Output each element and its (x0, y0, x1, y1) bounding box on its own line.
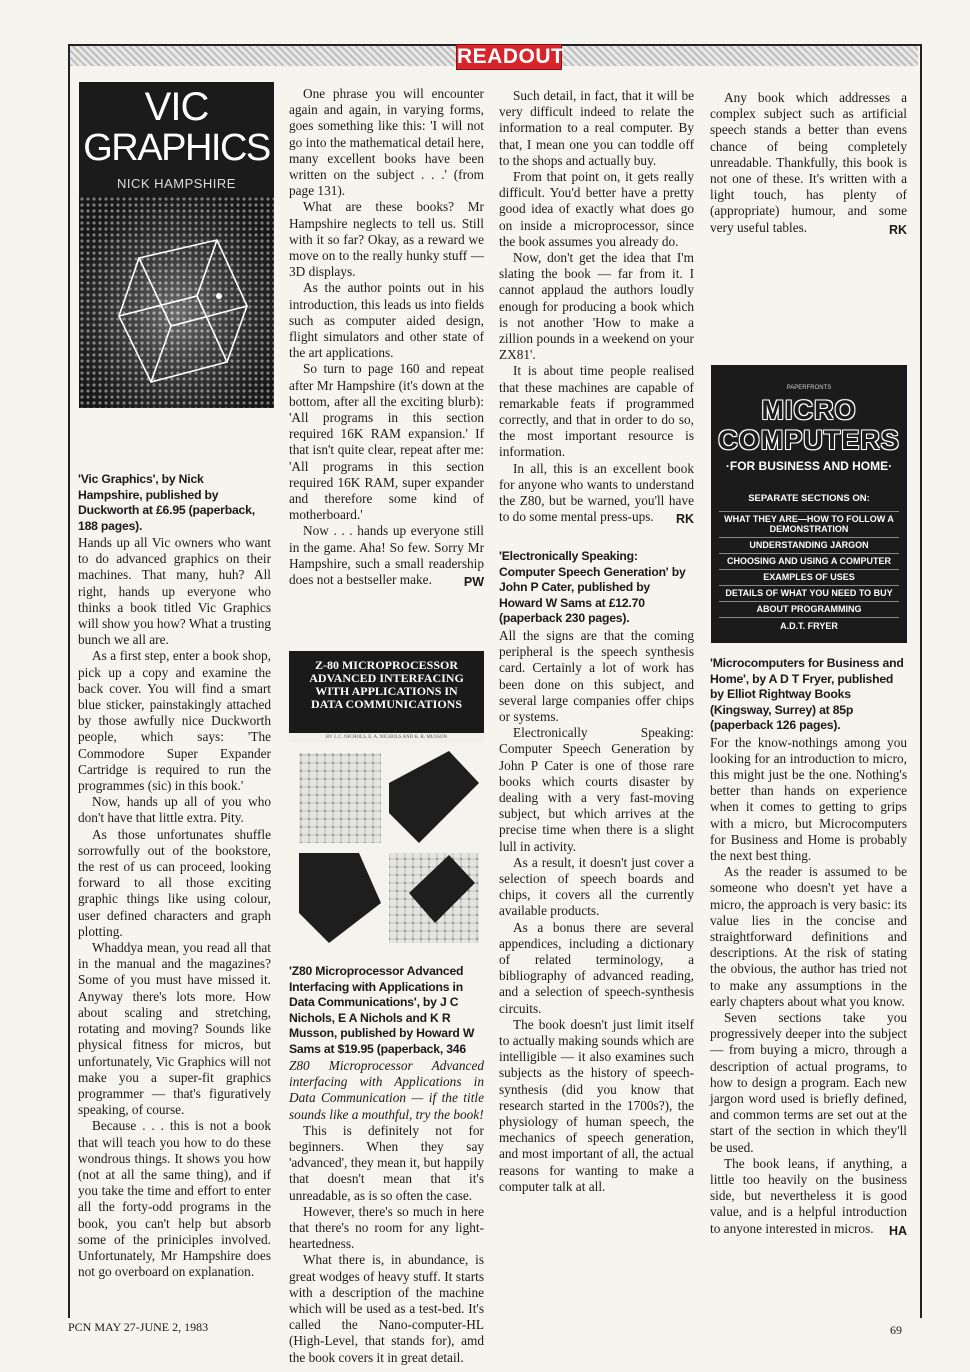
micro-review-paragraph: For the know-nothings among you looking for an introduction to micro, this might just be the one. Nothing's better than hands on experience when it comes to getting to grips with a micro, but Microcomputers for Business and Home is probably the next best thing. (710, 734, 907, 863)
vic-review-caption: 'Vic Graphics', by Nick Hampshire, published by Duckworth at £6.95 (paperback, 188 pages). (78, 472, 255, 533)
z80-review-initials: RK (675, 512, 694, 527)
column-4-lower (710, 656, 907, 1237)
vic-review-paragraph: Now, hands up all of you who don't have that little extra. Pity. (78, 794, 271, 826)
micro-cover-section-item: EXAMPLES OF USES (719, 569, 899, 585)
z80-cover-title-line: WITH APPLICATIONS IN (315, 684, 458, 698)
micro-cover-section-item: UNDERSTANDING JARGON (719, 537, 899, 553)
footer-issue: PCN MAY 27-JUNE 2, 1983 (68, 1320, 209, 1334)
micro-cover-section-item: CHOOSING AND USING A COMPUTER (719, 553, 899, 569)
vic-review-paragraph: Because . . . this is not a book that will teach you how to do these wondrous things. It shows you how (not at all the same thing), and if you take the time and effort to enter all the forty-odd programs in the book, you can't help but absorb some of the priniciples involved. Unfortunately, Mr Hampshire does not go overboard on explanation. (78, 1118, 271, 1280)
z80-review-paragraph: However, there's so much in here that there's no room for any light-heartedness. (289, 1203, 484, 1252)
micro-cover-sections-heading: SEPARATE SECTIONS ON: (748, 493, 870, 504)
micro-cover-subtitle: ·FOR BUSINESS AND HOME· (725, 459, 893, 473)
micro-review-paragraph: Seven sections take you progressively deeper into the subject — from buying a micro, through a description of actual programs, to how to design a program. Each new jargon word used is briefly defined, and common terms are set out at the start of the section in which they'll be used. (710, 1009, 907, 1155)
section-label: READOUT (457, 45, 565, 68)
vic-cover-author: NICK HAMPSHIRE (117, 176, 236, 191)
speech-review-initials: RK (888, 222, 907, 237)
microcomputers-cover (711, 365, 907, 643)
micro-cover-author: A.D.T. FRYER (719, 617, 899, 631)
wireframe-cube-illustration (79, 196, 274, 408)
vic-review-paragraph: Now . . . hands up everyone still in the game. Aha! So few. Sorry Mr Hampshire, such a small readership does not a bestseller make. (289, 523, 484, 588)
vic-review-paragraph: As a first step, enter a book shop, pick up a copy and examine the back cover. You will find a smart blue sticker, painstakingly attached by those awfully nice Duckworth people, which says: 'The Commodore Super Expander Cartridge is required to run the programmes (sic) in this book.' (78, 648, 271, 794)
z80-review-caption: 'Z80 Microprocessor Advanced Interfacing with Applications in Data Communications', by J C Nichols, E A Nichols and K R Musson, published by Howard W Sams at $19.95 (paperback, 346 (289, 964, 475, 1056)
micro-cover-section-item: WHAT THEY ARE—HOW TO FOLLOW A DEMONSTRATION (719, 511, 899, 537)
micro-cover-title-line1: MICRO (761, 395, 857, 425)
vic-review-paragraph: Whaddya mean, you read all that in the manual and the magazines? Some of you must have missed it. Anyway there's lots more. How about scaling and stretching, rotating and moving? Sounds like physical fitness for micros, but unfortunately, Vic Graphics will not make you a super-fit graphics programmer — that's figuratively speaking, of course. (78, 940, 271, 1118)
column-2 (289, 86, 484, 588)
speech-review-paragraph: Electronically Speaking: Computer Speech Generation by John P Cater is one of those rare books which courts disaster by dealing with a very fast-moving subject, but which arrives at the precise time when there is a slight lull in activity. (499, 725, 694, 854)
micro-cover-title-line2: COMPUTERS (718, 425, 900, 455)
micro-review-caption: 'Microcomputers for Business and Home', by A D T Fryer, published by Elliot Rightway Books (Kingsway, Surrey) at 85p (paperback 126 pages). (710, 656, 904, 732)
vic-cover-title-line1: VIC (144, 85, 209, 129)
speech-review-caption: 'Electronically Speaking: Computer Speech Generation' by John P Cater, published by Howard W Sams at £12.70 (paperback 230 pages). (499, 549, 686, 626)
vic-review-paragraph: As those unfortunates shuffle sorrowfully out of the bookstore, the rest of us can proceed, looking forward to all those exciting graphic things like using colour, user defined characters and graph plotting. (78, 826, 271, 939)
z80-review-paragraph: Such detail, in fact, that it will be very difficult indeed to relate the information to a real computer. By that, I mean one you can toddle off to the shops and actually buy. (499, 88, 694, 168)
z80-cover (289, 651, 484, 953)
z80-review-paragraph: From that point on, it gets really difficult. You'd better have a pretty good idea of exactly what does go on inside a microprocessor, since the book assumes you already do. (499, 169, 694, 249)
vic-review-paragraph: What are these books? Mr Hampshire neglects to tell us. Still with it so far? Okay, as a reward we move on to the really hunky stuff — 3D displays. (289, 199, 484, 280)
vic-review-paragraph: One phrase you will encounter again and again, in varying forms, goes something like this: 'I will not go into the mathematical detail here, many excellent books have been written on the subject . . .' (from page 131). (289, 86, 484, 199)
z80-cover-authors: BY J. C. NICHOLS, E. A. NICHOLS AND K. R. MUSSON (325, 735, 448, 740)
column-4 (710, 90, 907, 236)
speech-review-paragraph: As a result, it doesn't just cover a selection of speech boards and chips, it covers all the currently available products. (499, 854, 694, 919)
speech-review-paragraph: Any book which addresses a complex subject such as artificial speech stands a better than evens chance of being completely unreadable. Thankfully, this book is not one of these. It's written with a light touch, has plenty of (appropriate) humour, and some very useful tables. (710, 90, 907, 235)
column-1 (78, 472, 271, 1280)
micro-cover-publisher: PAPERFRONTS (786, 385, 832, 391)
vic-review-paragraph: So turn to page 160 and repeat after Mr Hampshire (it's down at the bottom, after all the exciting blurb): 'All programs in this section required 16K RAM expansion.' If that isn't quite clear, repeat after me: 'All programs in this section required 16K RAM, super expander and therefore some kind of motherboard.' (289, 361, 484, 523)
vic-review-initials: PW (463, 575, 484, 590)
circuit-board-illustration (289, 743, 484, 953)
z80-review-paragraph: Now, don't get the idea that I'm slating the book — far from it. I cannot applaud the authors loudly enough for producing a book which is not another 'How to make a zillion pounds in a weekend on your ZX81'. (499, 250, 694, 363)
vic-review-paragraph: As the author points out in his introduction, this leads us into fields such as computer aided design, flight simulators and other state of the art applications. (289, 280, 484, 361)
speech-review-paragraph: All the signs are that the coming peripheral is the speech synthesis card. Certainly a lot of work has been done on this subject, and several large companies offer chips or systems. (499, 627, 694, 724)
micro-cover-section-list (719, 511, 899, 631)
vic-cover-title-line2: GRAPHICS (83, 127, 270, 169)
z80-review-paragraph: Z80 Microprocessor Advanced interfacing with Applications in Data Communication — if the title sounds like a mouthful, try the book! (289, 1058, 484, 1122)
z80-review-paragraph: In all, this is an excellent book for anyone who wants to understand the Z80, but be warned, you'll have to do some mental press-ups. (499, 460, 694, 525)
micro-cover-section-item: DETAILS OF WHAT YOU NEED TO BUY (719, 585, 899, 601)
speech-review-paragraph: As a bonus there are several appendices, including a dictionary of related terminology, a bibliography of advanced reading, and a selection of speech-synthesis circuits. (499, 919, 694, 1016)
z80-review-paragraph: This is definitely not for beginners. When they say 'advanced', they mean it, but happily that doesn't mean that it's unreadable, as is so often the case. (289, 1122, 484, 1203)
z80-cover-title-line: DATA COMMUNICATIONS (310, 697, 462, 711)
z80-cover-title-line: Z-80 MICROPROCESSOR (314, 658, 458, 672)
vic-review-paragraph: Hands up all Vic owners who want to do advanced graphics on their machines. That many, huh? All right, hands up everyone who thinks a book titled Vic Graphics will show you how? What a trusting bunch we all are. (78, 535, 271, 648)
z80-cover-title-line: ADVANCED INTERFACING (309, 671, 464, 685)
micro-review-initials: HA (888, 1223, 907, 1238)
column-2-lower (289, 964, 484, 1366)
page-number: 69 (890, 1323, 902, 1337)
micro-review-paragraph: As the reader is assumed to be someone who doesn't yet have a micro, the approach is very basic: its value lies in the concise and straightforward definitions and descriptions. At the risk of stating the obvious, the author has tried not to make any assumptions in the early chapters about what you know. (710, 864, 907, 1009)
speech-review-paragraph: The book doesn't just limit itself to actually making sounds which are intelligible — it also examines such subjects as the history of speech-synthesis (did you know that research started in the 1700s?), the physiology of human speech, the mechanics of speech generation, and most important of all, the actual reasons for wanting to make a computer talk at all. (499, 1016, 694, 1194)
micro-review-paragraph: The book leans, if anything, a little too heavily on the business side, but nevertheless it is good value, and is a helpful introduction to anyone interested in micros. (710, 1155, 907, 1236)
z80-review-paragraph: What there is, in abundance, is great wodges of heavy stuff. It starts with a description of the machine which will be used as a test-bed. It's called the Nano-computer-HL (High-Level, that stands for), amd the book covers it in great detail. (289, 1252, 484, 1365)
z80-cover-title-band (289, 651, 484, 733)
z80-review-paragraph: It is about time people realised that these machines are capable of remarkable feats if programmed correctly, and that in order to do so, the most important resource is information. (499, 363, 694, 460)
vic-graphics-cover (79, 82, 274, 408)
micro-cover-section-item: ABOUT PROGRAMMING (719, 601, 899, 617)
column-3 (499, 88, 694, 1195)
